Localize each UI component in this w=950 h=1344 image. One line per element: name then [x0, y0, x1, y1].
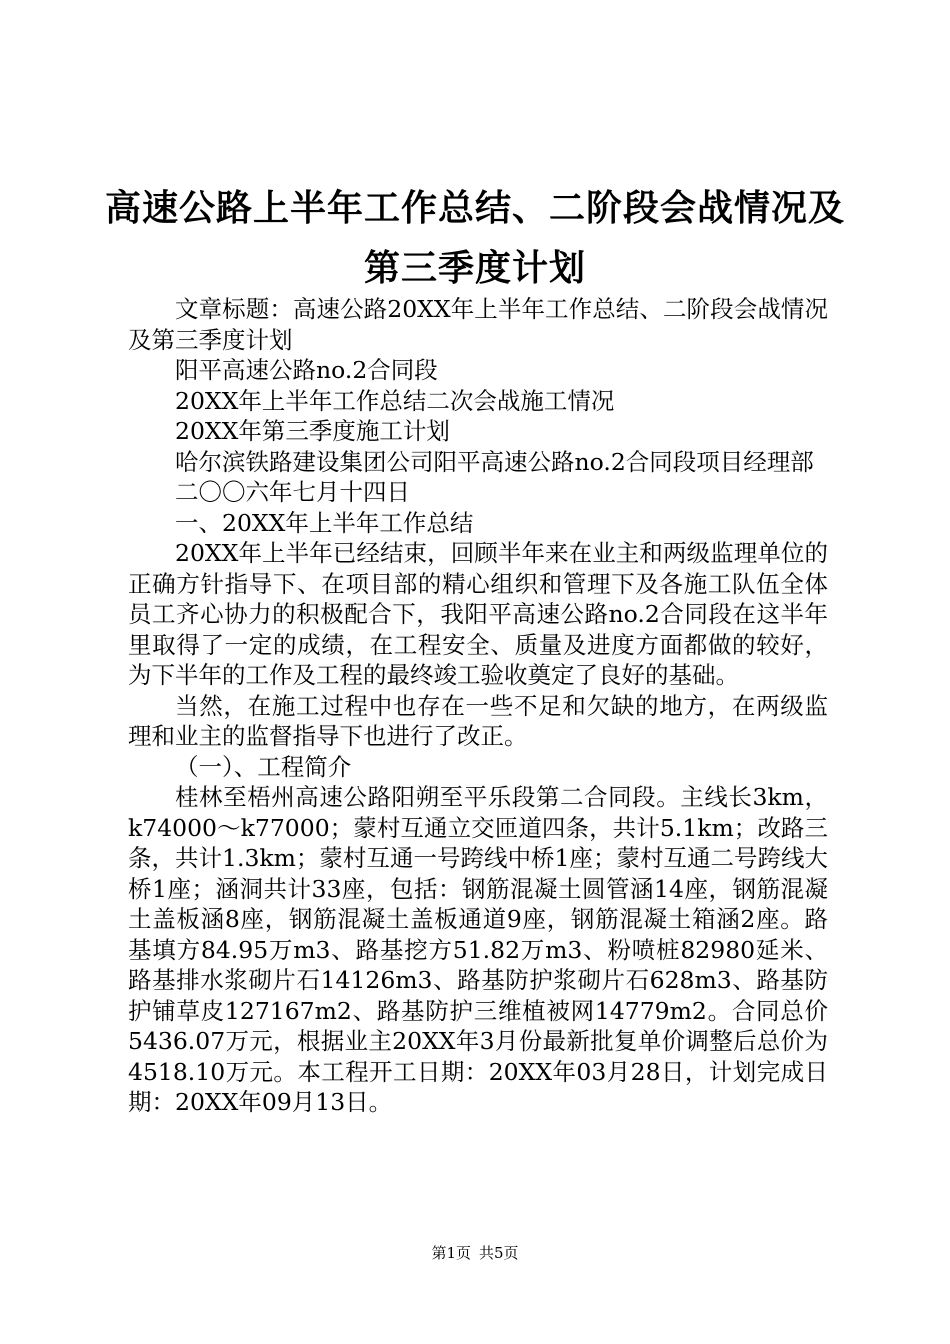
document-title-line-2: 第三季度计划 — [363, 247, 586, 289]
paragraph-summary-text: 20XX年上半年已经结束，回顾半年来在业主和两级监理单位的正确方针指导下、在项目部的精心组织和管理下及各施工队伍全体员工齐心协力的积极配合下，我阳平高速公路no.2合同段在这半年里取得了一定的成绩，在工程安全、质量及进度方面都做的较好，为下半年的工作及工程的最终竣工验收奠定了良好的基础。 — [128, 539, 828, 689]
paragraph-date: 二〇〇六年七月十四日 — [175, 478, 410, 506]
paragraph-summary-heading: 20XX年上半年工作总结二次会战施工情况 — [175, 386, 615, 415]
page-footer — [0, 1243, 950, 1263]
paragraph-project-intro: 桂林至梧州高速公路阳朔至平乐段第二合同段。主线长3km，k74000～k77000；蒙村互通立交匝道四条，共计5.1km；改路三条，共计1.3km；蒙村互通一号跨线中桥1座；蒙村互通二号跨线大桥1座；涵洞共计33座，包括：钢筋混凝土圆管涵14座，钢筋混凝土盖板涵8座，钢筋混凝土盖板通道9座，钢筋混凝土箱涵2座。路基填方84.95万m3、路基挖方51.82万m3、粉喷桩82980延米、路基排水浆砌片石14126m3、路基防护浆砌片石628m3、路基防护铺草皮127167m2、路基防护三维植被网14779m2。合同总价5436.07万元，根据业主20XX年3月份最新批复单价调整后总价为4518.10万元。本工程开工日期：20XX年03月28日，计划完成日期：20XX年09月13日。 — [128, 783, 828, 1116]
page-total: 共5页 — [479, 1244, 519, 1262]
document-body — [128, 294, 828, 1118]
document-title-line-1: 高速公路上半年工作总结、二阶段会战情况及 — [104, 187, 845, 229]
paragraph-article-title: 文章标题：高速公路20XX年上半年工作总结、二阶段会战情况及第三季度计划 — [128, 295, 828, 354]
paragraph-contract-section: 阳平高速公路no.2合同段 — [175, 356, 438, 384]
section-heading-1: 一、20XX年上半年工作总结 — [175, 508, 474, 537]
subsection-heading-project-intro: （一）、工程简介 — [175, 752, 352, 781]
paragraph-shortcomings: 当然，在施工过程中也存在一些不足和欠缺的地方，在两级监理和业主的监督指导下也进行了改正。 — [128, 691, 828, 750]
paragraph-organization: 哈尔滨铁路建设集团公司阳平高速公路no.2合同段项目经理部 — [175, 447, 814, 476]
page-number: 第1页 — [431, 1244, 471, 1262]
paragraph-q3-plan-heading: 20XX年第三季度施工计划 — [175, 417, 450, 445]
